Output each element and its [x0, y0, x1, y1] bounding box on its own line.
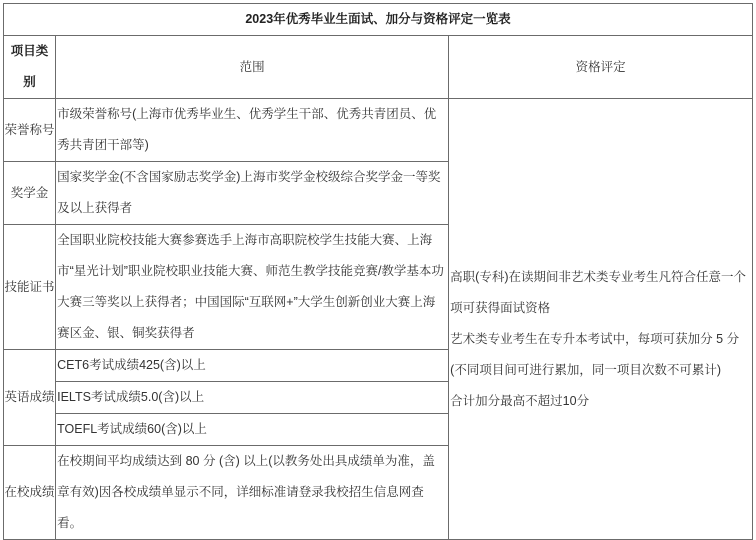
qualification-cell: [449, 99, 753, 540]
category-honor: 荣誉称号: [4, 99, 56, 162]
scope-grades: 在校期间平均成绩达到 80 分 (含) 以上(以教务处出具成绩单为准，盖章有效)因各校成绩单显示不同，详细标准请登录我校招生信息网查看。: [56, 446, 449, 540]
qualification-line: 高职(专科)在读期间非艺术类专业考生凡符合任意一个项可获得面试资格: [450, 269, 746, 315]
category-skills: 技能证书: [4, 225, 56, 350]
category-grades: 在校成绩: [4, 446, 56, 540]
scope-cet6: CET6考试成绩425(含)以上: [56, 350, 449, 382]
category-scholarship: 奖学金: [4, 162, 56, 225]
category-english: 英语成绩: [4, 350, 56, 446]
scope-ielts: IELTS考试成绩5.0(含)以上: [56, 382, 449, 414]
qualification-line: 艺术类专业考生在专升本考试中，每项可获加分 5 分(不同项目间可进行累加，同一项目次数不可累计): [450, 331, 740, 377]
scope-toefl: TOEFL考试成绩60(含)以上: [56, 414, 449, 446]
evaluation-table: [3, 3, 753, 540]
header-qualification: 资格评定: [449, 36, 753, 99]
header-scope: 范围: [56, 36, 449, 99]
table-title: 2023年优秀毕业生面试、加分与资格评定一览表: [4, 4, 753, 36]
qualification-line: 合计加分最高不超过10分: [450, 393, 590, 408]
scope-scholarship: 国家奖学金(不含国家励志奖学金)上海市奖学金校级综合奖学金一等奖及以上获得者: [56, 162, 449, 225]
header-category: 项目类别: [4, 36, 56, 99]
scope-honor: 市级荣誉称号(上海市优秀毕业生、优秀学生干部、优秀共青团员、优秀共青团干部等): [56, 99, 449, 162]
scope-skills: 全国职业院校技能大赛参赛选手上海市高职院校学生技能大赛、上海市“星光计划”职业院校职业技能大赛、师范生教学技能竞赛/教学基本功大赛三等奖以上获得者；中国国际“互联网+”大学生创新创业大赛上海赛区金、银、铜奖获得者: [56, 225, 449, 350]
